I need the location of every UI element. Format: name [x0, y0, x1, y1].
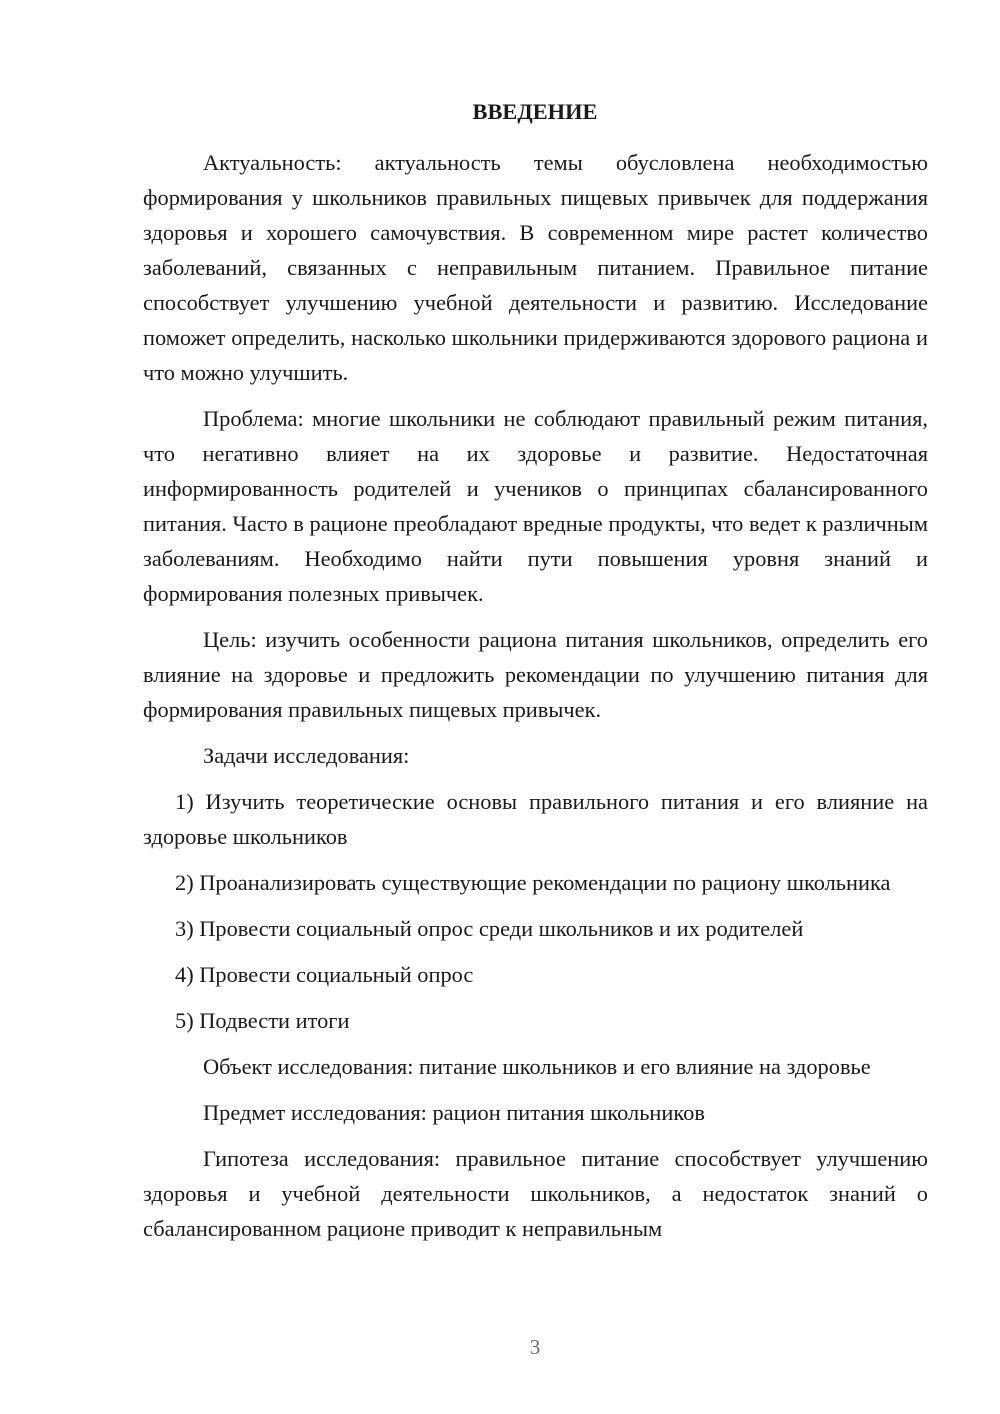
paragraph-problem: Проблема: многие школьники не соблюдают правильный режим питания, что негативно влияет на их здоровье и развитие. Недостаточная информированность родителей и учеников о принципах сбалансированного питания. Часто в рационе преобладают вредные продукты, что ведет к различным заболеваниям. Необходимо найти пути повышения уровня знаний и формирования полезных привычек.: [143, 406, 928, 606]
paragraph-goal: Цель: изучить особенности рациона питания школьников, определить его влияние на здоровье и предложить рекомендации по улучшению питания для формирования правильных пищевых привычек.: [143, 627, 928, 722]
paragraph-tasks-heading: Задачи исследования:: [203, 743, 410, 768]
paragraph-hypothesis: Гипотеза исследования: правильное питание способствует улучшению здоровья и учебной деятельности школьников, а недостаток знаний о сбалансированном рационе приводит к неправильным: [143, 1146, 928, 1241]
task-item-4: 4) Провести социальный опрос: [175, 962, 474, 987]
page-title: ВВЕДЕНИЕ: [472, 99, 598, 124]
paragraph-relevance: Актуальность: актуальность темы обусловлена необходимостью формирования у школьников правильных пищевых привычек для поддержания здоровья и хорошего самочувствия. В современном мире растет количество заболеваний, связанных с неправильным питанием. Правильное питание способствует улучшению учебной деятельности и развитию. Исследование поможет определить, насколько школьники придерживаются здорового рациона и что можно улучшить.: [143, 150, 928, 385]
task-item-3: 3) Провести социальный опрос среди школьников и их родителей: [175, 916, 804, 941]
task-item-1: 1) Изучить теоретические основы правильного питания и его влияние на здоровье школьников: [143, 789, 928, 849]
task-item-2: 2) Проанализировать существующие рекомендации по рациону школьника: [175, 870, 891, 895]
paragraph-subject: Предмет исследования: рацион питания школьников: [203, 1100, 705, 1125]
page-number: 3: [529, 1335, 541, 1359]
document-body: [143, 145, 928, 1257]
paragraph-object: Объект исследования: питание школьников и его влияние на здоровье: [203, 1054, 871, 1079]
task-item-5: 5) Подвести итоги: [175, 1008, 350, 1033]
